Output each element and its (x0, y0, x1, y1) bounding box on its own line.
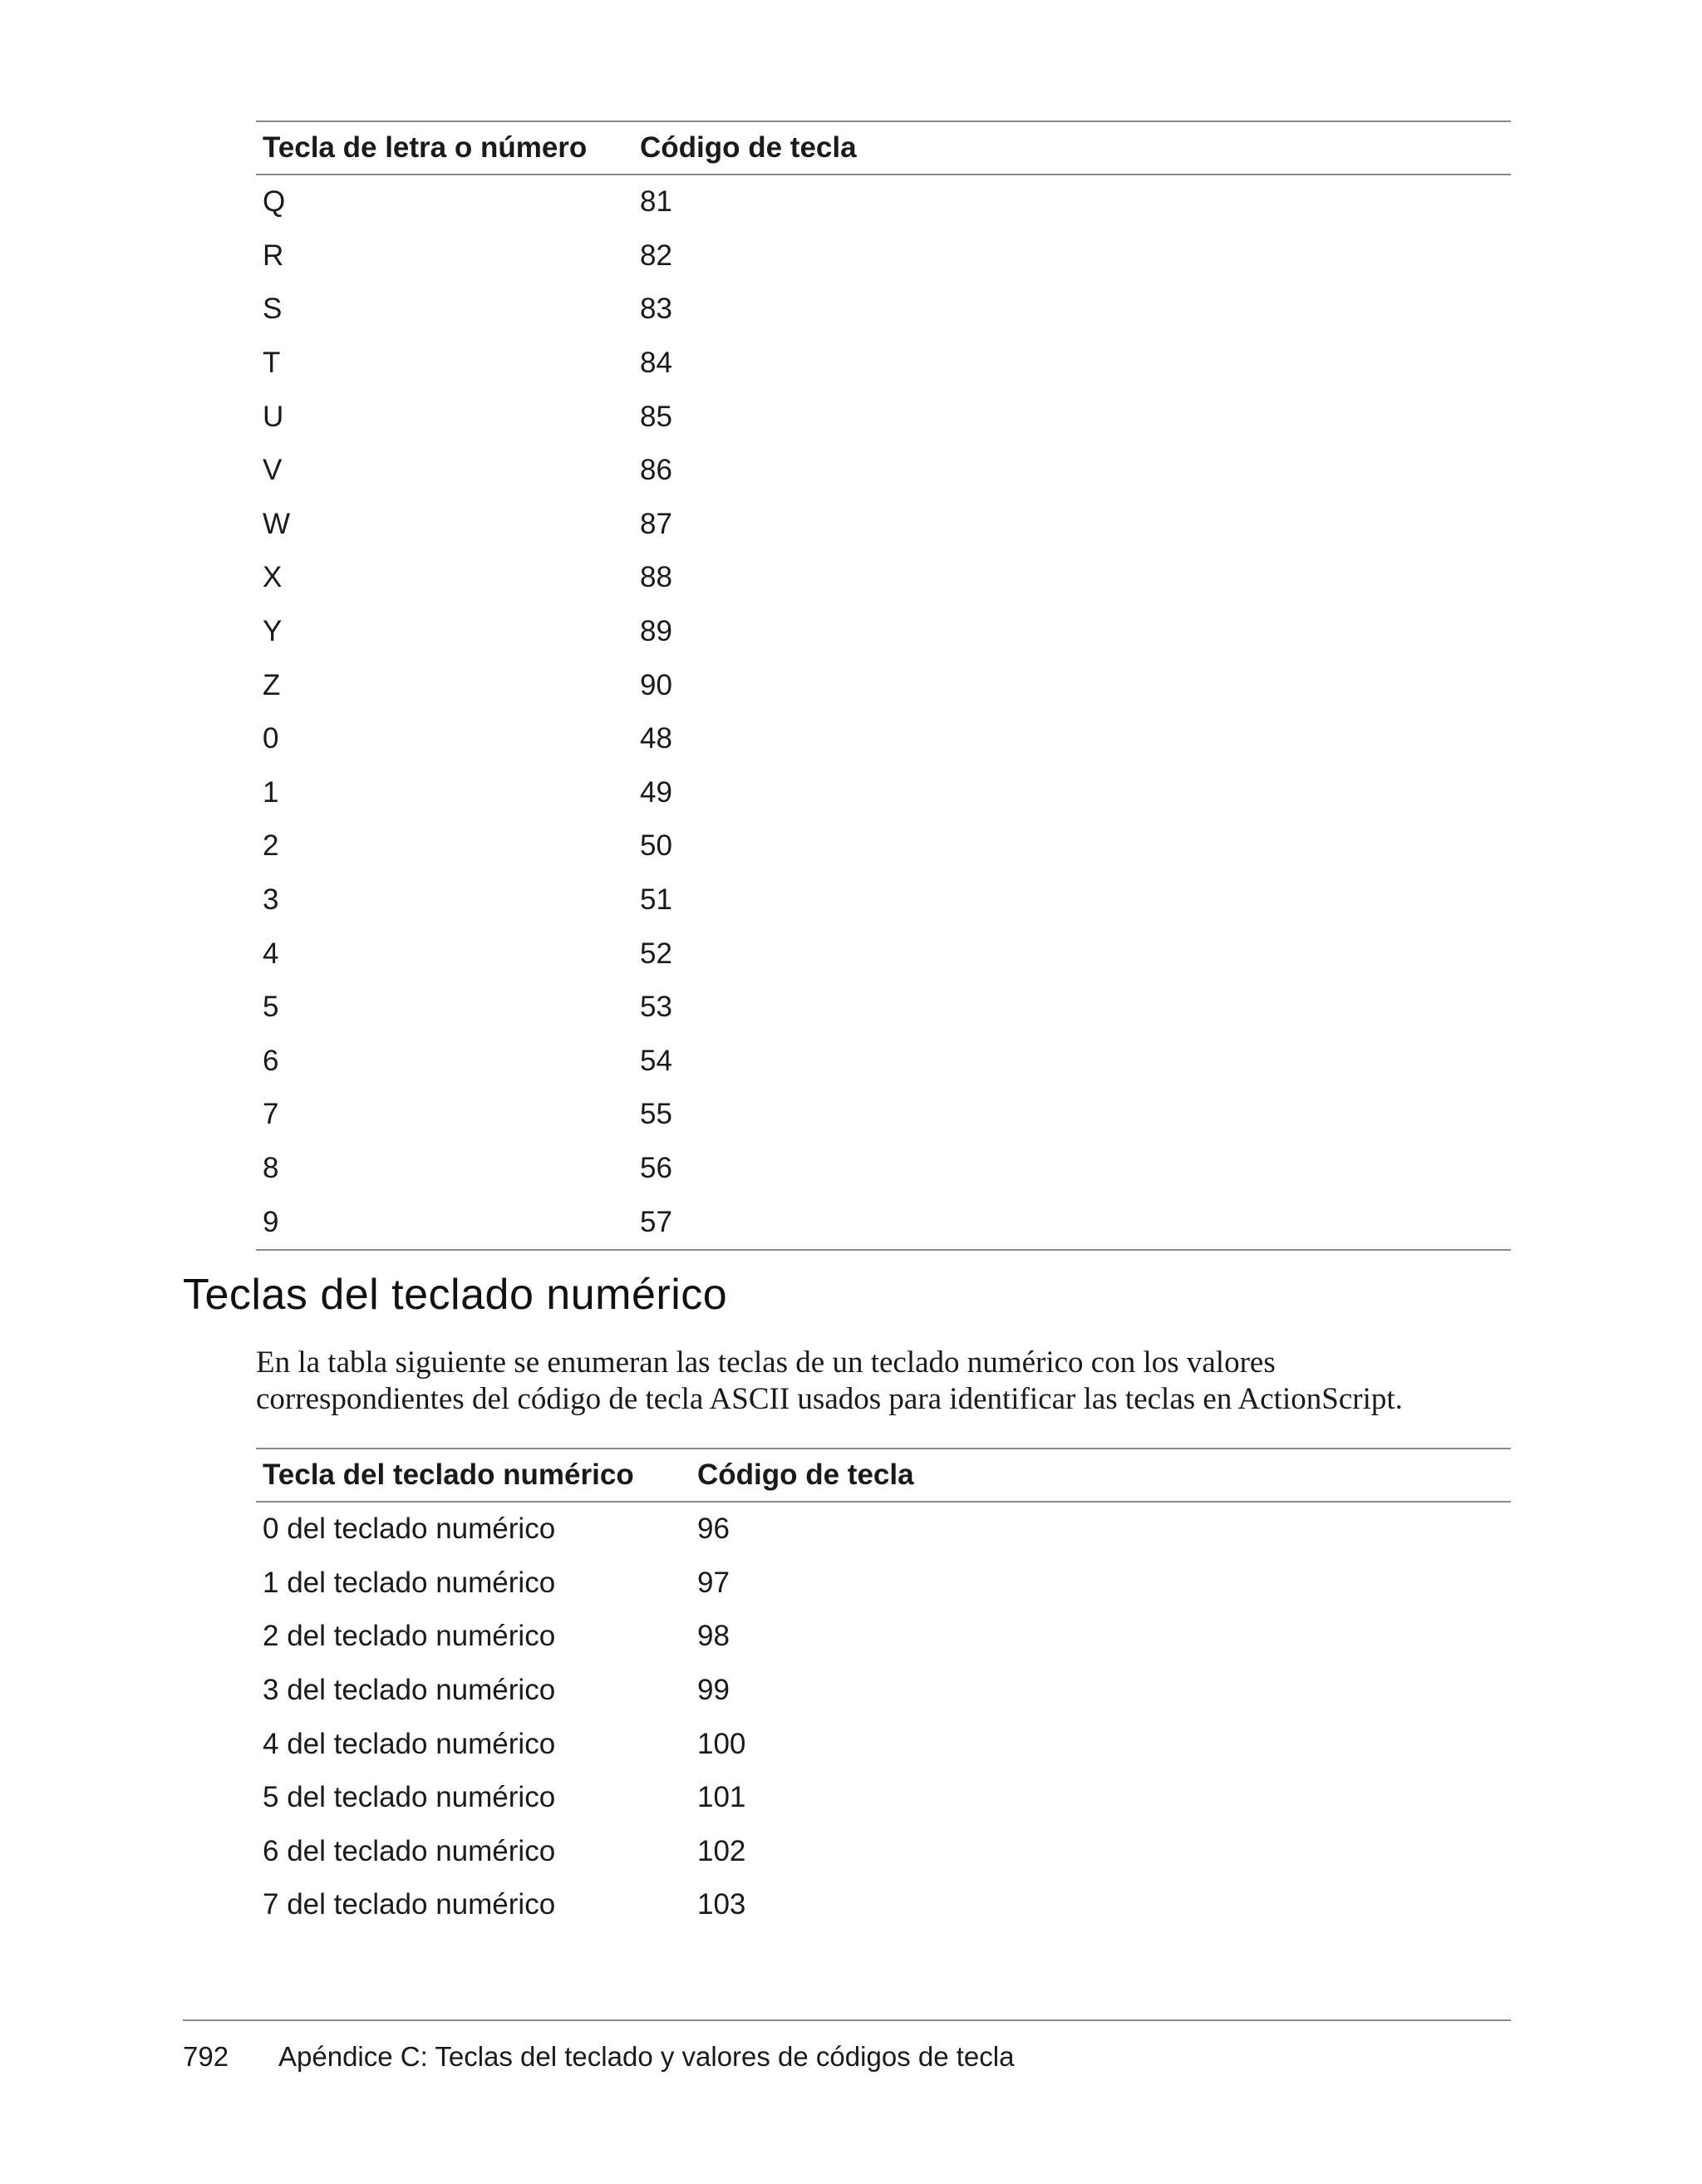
table-row (256, 981, 1511, 1035)
key-cell: 5 del teclado numérico (263, 1781, 556, 1814)
key-cell: U (263, 400, 284, 433)
table-row (256, 1088, 1511, 1142)
footer-rule (183, 2019, 1511, 2021)
code-cell: 49 (640, 775, 672, 809)
table-row (256, 819, 1511, 873)
key-cell: 1 del teclado numérico (263, 1566, 556, 1599)
code-cell: 103 (697, 1888, 746, 1921)
table-row (256, 1035, 1511, 1089)
code-cell: 54 (640, 1044, 672, 1077)
key-cell: T (263, 347, 281, 380)
key-cell: Q (263, 185, 286, 219)
code-cell: 81 (640, 185, 672, 219)
table-body (256, 175, 1511, 1249)
key-cell: 3 del teclado numérico (263, 1674, 556, 1707)
table-row (256, 175, 1511, 229)
code-cell: 52 (640, 937, 672, 970)
table-row (256, 229, 1511, 283)
key-cell: Z (263, 668, 281, 701)
key-cell: 7 (263, 1098, 279, 1131)
numeric-keypad-table (256, 1448, 1511, 1932)
table-bottom-rule (256, 1249, 1511, 1251)
code-cell: 100 (697, 1727, 746, 1760)
table-header-row (256, 122, 1511, 174)
table-row (256, 1557, 1511, 1611)
table-row (256, 1664, 1511, 1718)
table-row (256, 658, 1511, 712)
key-cell: 4 del teclado numérico (263, 1727, 556, 1760)
letter-number-key-table (256, 121, 1511, 1251)
table-row (256, 927, 1511, 981)
code-cell: 48 (640, 722, 672, 755)
code-cell: 53 (640, 991, 672, 1024)
table-row (256, 605, 1511, 659)
code-cell: 99 (697, 1674, 730, 1707)
table-row (256, 1195, 1511, 1249)
code-cell: 88 (640, 561, 672, 594)
table-row (256, 444, 1511, 498)
table-row (256, 1825, 1511, 1879)
code-cell: 82 (640, 239, 672, 272)
code-cell: 83 (640, 293, 672, 326)
column-header-code: Código de tecla (640, 131, 857, 164)
key-cell: 0 del teclado numérico (263, 1513, 556, 1546)
section-heading: Teclas del teclado numérico (183, 1271, 728, 1319)
key-cell: V (263, 454, 283, 487)
section-intro-paragraph (256, 1345, 1519, 1418)
table-row (256, 766, 1511, 820)
table-row (256, 712, 1511, 766)
table-row (256, 551, 1511, 605)
code-cell: 87 (640, 507, 672, 540)
key-cell: R (263, 239, 284, 272)
code-cell: 55 (640, 1098, 672, 1131)
key-cell: 9 (263, 1205, 279, 1238)
intro-line: correspondientes del código de tecla ASCII usados para identificar las teclas en ActionScript. (256, 1382, 1403, 1416)
code-cell: 86 (640, 454, 672, 487)
table-body (256, 1503, 1511, 1932)
key-cell: 3 (263, 883, 279, 917)
table-row (256, 1717, 1511, 1771)
key-cell: X (263, 561, 283, 594)
code-cell: 51 (640, 883, 672, 917)
code-cell: 101 (697, 1781, 746, 1814)
key-cell: 6 (263, 1044, 279, 1077)
table-row (256, 390, 1511, 444)
table-row (256, 1142, 1511, 1196)
key-cell: 8 (263, 1151, 279, 1184)
key-cell: 5 (263, 991, 279, 1024)
column-header-code: Código de tecla (697, 1458, 914, 1491)
code-cell: 96 (697, 1513, 730, 1546)
code-cell: 50 (640, 829, 672, 863)
column-header-key: Tecla de letra o número (263, 131, 588, 164)
page-number: 792 (183, 2041, 229, 2072)
intro-line: En la tabla siguiente se enumeran las teclas de un teclado numérico con los valores (256, 1345, 1276, 1380)
code-cell: 89 (640, 615, 672, 648)
key-cell: S (263, 293, 283, 326)
key-cell: 0 (263, 722, 279, 755)
key-cell: 7 del teclado numérico (263, 1888, 556, 1921)
code-cell: 56 (640, 1151, 672, 1184)
chapter-title: Apéndice C: Teclas del teclado y valores de códigos de tecla (278, 2041, 1015, 2072)
key-cell: 1 (263, 775, 279, 809)
key-cell: 4 (263, 937, 279, 970)
code-cell: 102 (697, 1834, 746, 1867)
table-row (256, 1503, 1511, 1557)
code-cell: 98 (697, 1620, 730, 1653)
table-row (256, 1878, 1511, 1932)
key-cell: W (263, 507, 291, 540)
code-cell: 97 (697, 1566, 730, 1599)
table-row (256, 283, 1511, 337)
column-header-key: Tecla del teclado numérico (263, 1458, 634, 1491)
table-row (256, 337, 1511, 391)
table-row (256, 1610, 1511, 1664)
page-footer (183, 2041, 1014, 2073)
key-cell: 2 del teclado numérico (263, 1620, 556, 1653)
code-cell: 84 (640, 347, 672, 380)
table-header-row (256, 1449, 1511, 1501)
key-cell: 2 (263, 829, 279, 863)
code-cell: 57 (640, 1205, 672, 1238)
table-row (256, 1771, 1511, 1825)
table-row (256, 498, 1511, 552)
table-row (256, 873, 1511, 927)
key-cell: 6 del teclado numérico (263, 1834, 556, 1867)
code-cell: 85 (640, 400, 672, 433)
code-cell: 90 (640, 668, 672, 701)
key-cell: Y (263, 615, 283, 648)
